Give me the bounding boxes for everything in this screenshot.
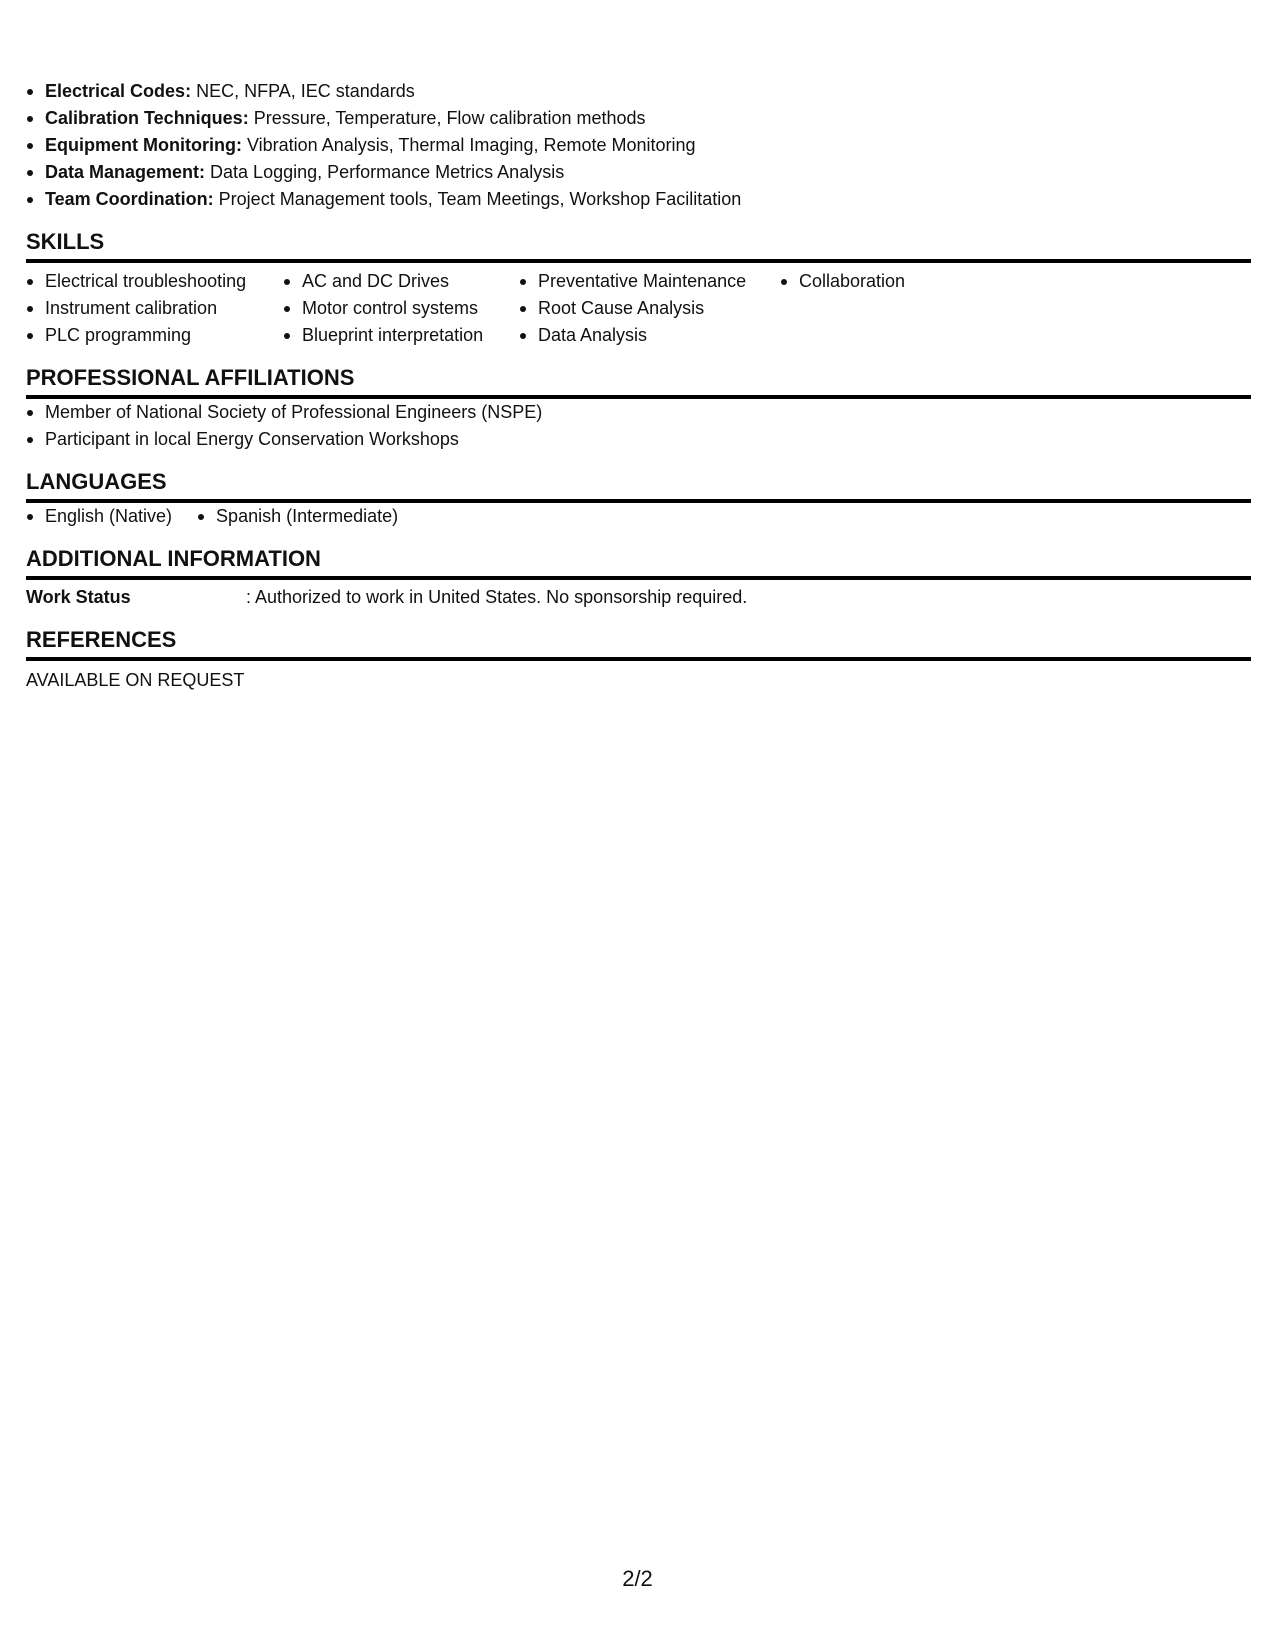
skill-item: Instrument calibration xyxy=(26,295,283,322)
skills-section xyxy=(26,229,1251,349)
section-title: PROFESSIONAL AFFILIATIONS xyxy=(26,365,1251,399)
tool-value: NEC, NFPA, IEC standards xyxy=(191,81,415,101)
skills-column xyxy=(780,268,980,349)
skill-item: AC and DC Drives xyxy=(283,268,519,295)
affiliations-section xyxy=(26,365,1251,453)
list-item xyxy=(26,105,1251,132)
list-item: Participant in local Energy Conservation Workshops xyxy=(26,426,1251,453)
tool-value: Pressure, Temperature, Flow calibration methods xyxy=(248,108,646,128)
section-title: LANGUAGES xyxy=(26,469,1251,503)
affiliations-list xyxy=(26,399,1251,453)
tool-value: Vibration Analysis, Thermal Imaging, Remote Monitoring xyxy=(241,135,696,155)
skill-item: Blueprint interpretation xyxy=(283,322,519,349)
work-status-label: Work Status xyxy=(26,587,131,607)
page-number: 2/2 xyxy=(622,1566,653,1591)
section-title: ADDITIONAL INFORMATION xyxy=(26,546,1251,580)
skill-item: Preventative Maintenance xyxy=(519,268,780,295)
additional-section xyxy=(26,546,1251,611)
skill-item: Motor control systems xyxy=(283,295,519,322)
work-status-value: : Authorized to work in United States. No sponsorship required. xyxy=(246,587,748,607)
tool-label: Equipment Monitoring: xyxy=(45,135,242,155)
skills-grid xyxy=(26,268,1251,349)
skill-item: Collaboration xyxy=(780,268,980,295)
tool-label: Electrical Codes: xyxy=(45,81,192,101)
resume-page xyxy=(26,78,1251,694)
language-item: English (Native) xyxy=(26,503,172,530)
tool-label: Calibration Techniques: xyxy=(45,108,249,128)
languages-list xyxy=(26,503,1251,530)
skill-item: PLC programming xyxy=(26,322,283,349)
skills-column xyxy=(26,268,283,349)
skill-item: Data Analysis xyxy=(519,322,780,349)
languages-section xyxy=(26,469,1251,530)
references-text: AVAILABLE ON REQUEST xyxy=(26,670,245,690)
language-item: Spanish (Intermediate) xyxy=(197,503,398,530)
skills-column xyxy=(519,268,780,349)
tool-label: Data Management: xyxy=(45,162,206,182)
list-item: Member of National Society of Professional Engineers (NSPE) xyxy=(26,399,1251,426)
tool-value: Data Logging, Performance Metrics Analysis xyxy=(205,162,565,182)
section-title: REFERENCES xyxy=(26,627,1251,661)
list-item xyxy=(26,132,1251,159)
list-item xyxy=(26,78,1251,105)
skills-column xyxy=(283,268,519,349)
skill-item: Electrical troubleshooting xyxy=(26,268,283,295)
tool-label: Team Coordination: xyxy=(45,189,214,209)
work-status-row xyxy=(26,584,1251,611)
tool-value: Project Management tools, Team Meetings, Workshop Facilitation xyxy=(213,189,742,209)
list-item xyxy=(26,186,1251,213)
skill-item: Root Cause Analysis xyxy=(519,295,780,322)
section-title: SKILLS xyxy=(26,229,1251,263)
list-item xyxy=(26,159,1251,186)
references-section xyxy=(26,627,1251,694)
tools-list xyxy=(26,78,1251,213)
